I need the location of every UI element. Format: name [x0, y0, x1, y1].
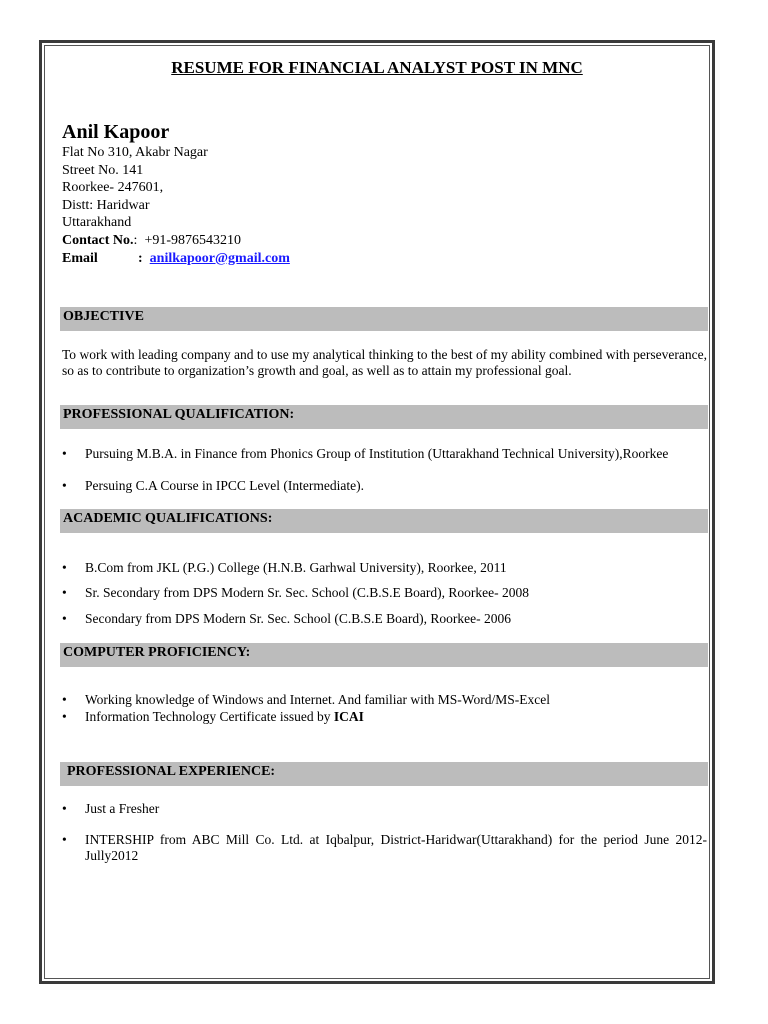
- certificate-text: Information Technology Certificate issued by: [85, 709, 334, 724]
- phone-row: [62, 232, 290, 250]
- list-item: • Persuing C.A Course in IPCC Level (Intermediate).: [62, 478, 707, 494]
- section-heading-objective: OBJECTIVE: [60, 307, 708, 331]
- address-line: Flat No 310, Akabr Nagar: [62, 145, 208, 160]
- email-separator: :: [138, 250, 143, 266]
- contact-block: [62, 144, 290, 267]
- list-item: • Working knowledge of Windows and Internet. And familiar with MS-Word/MS-Excel: [62, 692, 707, 708]
- list-item-certificate: [62, 709, 707, 725]
- address-line: Uttarakhand: [62, 215, 132, 231]
- candidate-name: Anil Kapoor: [62, 121, 170, 143]
- section-heading-academic-qualifications: ACADEMIC QUALIFICATIONS:: [60, 509, 708, 533]
- address-line: Street No. 141: [62, 162, 144, 178]
- email-label: Email: [62, 250, 98, 266]
- resume-title: RESUME FOR FINANCIAL ANALYST POST IN MNC: [171, 58, 583, 77]
- objective-text: To work with leading company and to use my analytical thinking to the best of my ability combined with perseverance, so as to contribute to organization’s growth and goal, as well as to attain my professional goal.: [62, 347, 707, 378]
- email-link[interactable]: anilkapoor@gmail.com: [149, 250, 290, 266]
- certificate-issuer: ICAI: [333, 709, 364, 724]
- phone-separator: :: [133, 232, 138, 248]
- email-row: [62, 250, 290, 268]
- phone-number: +91-9876543210: [144, 232, 241, 248]
- phone-label: Contact No.: [62, 232, 134, 248]
- section-heading-professional-qualification: PROFESSIONAL QUALIFICATION:: [60, 405, 708, 429]
- section-heading-computer-proficiency: COMPUTER PROFICIENCY:: [60, 643, 708, 667]
- list-item: • INTERSHIP from ABC Mill Co. Ltd. at Iqbalpur, District-Haridwar(Uttarakhand) for the period June 2012-Jully2012: [62, 832, 707, 864]
- list-item: • Sr. Secondary from DPS Modern Sr. Sec. School (C.B.S.E Board), Roorkee- 2008: [62, 585, 707, 601]
- list-item: • Just a Fresher: [62, 801, 707, 817]
- address-line: Distt: Haridwar: [62, 197, 150, 213]
- section-heading-professional-experience: PROFESSIONAL EXPERIENCE:: [60, 762, 708, 786]
- address-line: Roorkee- 247601,: [62, 180, 164, 196]
- list-item: • Secondary from DPS Modern Sr. Sec. School (C.B.S.E Board), Roorkee- 2006: [62, 611, 707, 627]
- list-item: • B.Com from JKL (P.G.) College (H.N.B. Garhwal University), Roorkee, 2011: [62, 560, 707, 576]
- list-item: • Pursuing M.B.A. in Finance from Phonics Group of Institution (Uttarakhand Technical University),Roorkee: [62, 446, 707, 462]
